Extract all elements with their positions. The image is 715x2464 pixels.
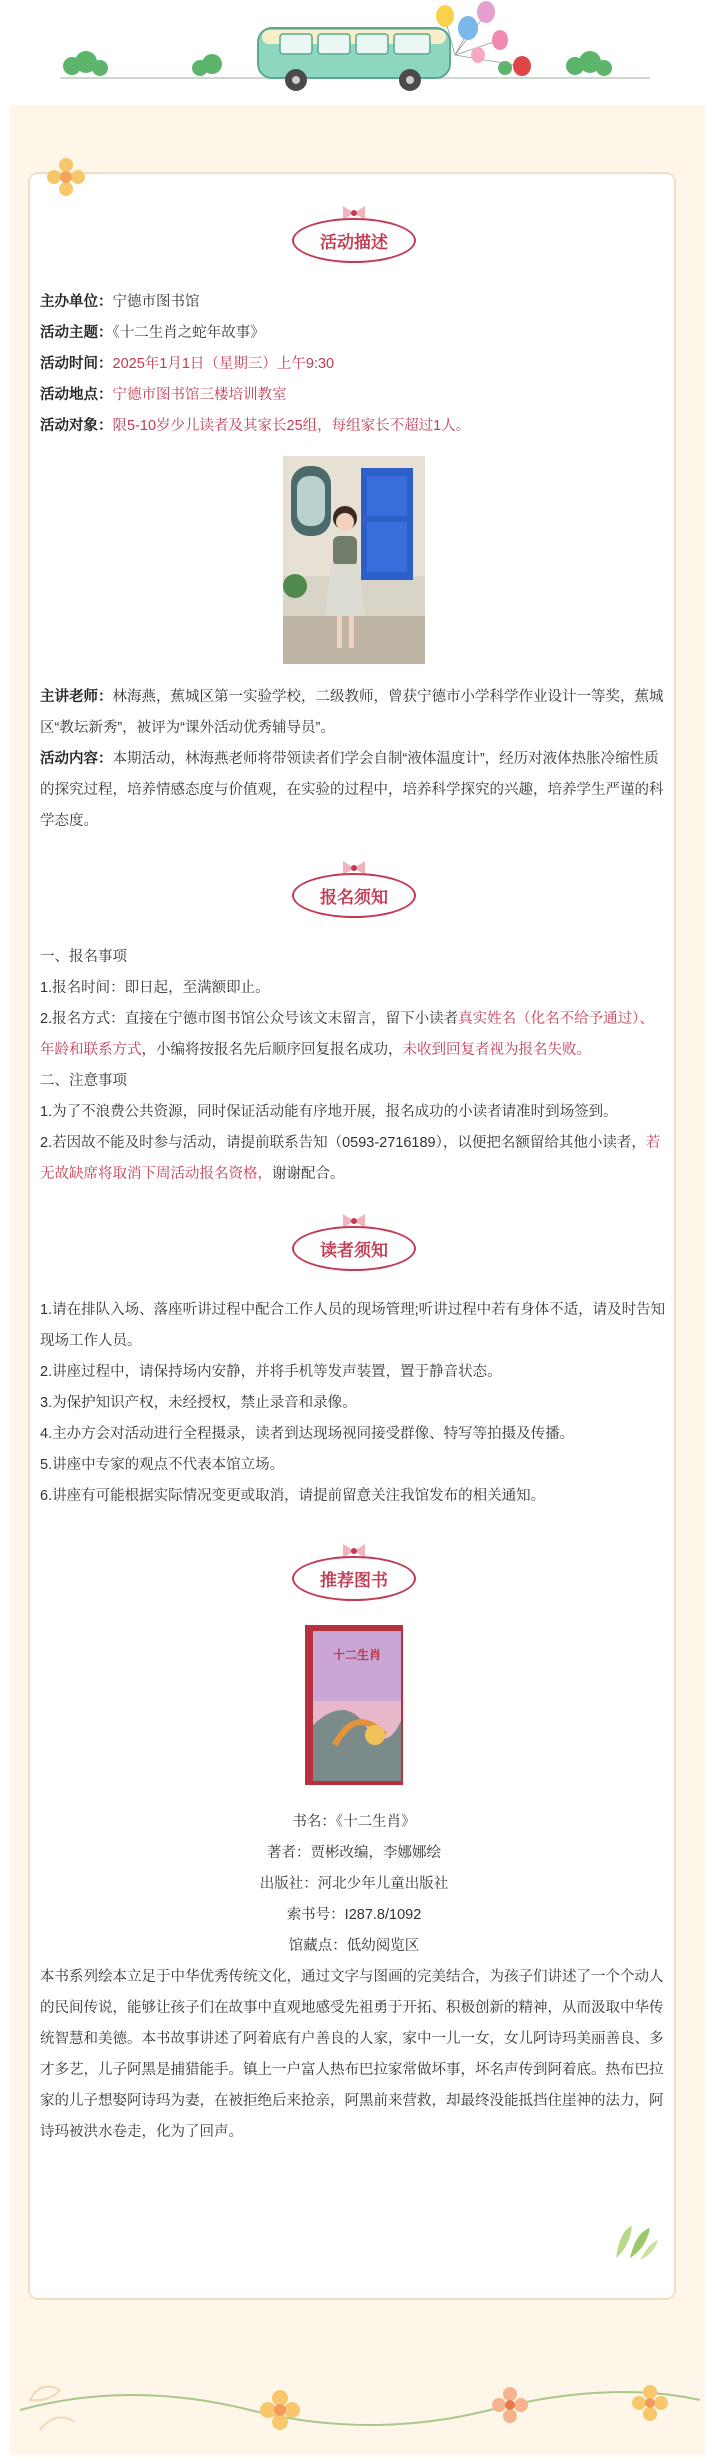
book-section-header — [40, 1556, 668, 1601]
book-cover-title: 十二生肖 — [332, 1648, 382, 1662]
signup-heading-1: 一、报名事项 — [40, 949, 127, 965]
signup-section-header — [40, 873, 668, 918]
reader-item: 6.讲座有可能根据实际情况变更或取消，请提前留意关注我馆发布的相关通知。 — [40, 1488, 546, 1504]
book-cover — [305, 1625, 403, 1785]
signup-title: 报名须知 — [292, 873, 416, 918]
book-description: 本书系列绘本立足于中华优秀传统文化，通过文字与图画的完美结合，为孩子们讲述了一个个动人的民间传说，能够让孩子们在故事中直观地感受先祖勇于开拓、积极创新的精神，从而汲取中华传统智慧和美德。本书故事讲述了阿着底有户善良的人家，家中一儿一女，女儿阿诗玛美丽善良、多才多艺，儿子阿黑是捕猎能手。镇上一户富人热布巴拉家常做坏事，坏名声传到阿着底。热布巴拉家的儿子想娶阿诗玛为妻，在被拒绝后来抢亲，阿黑前来营救，却最终没能抵挡住崖神的法力，阿诗玛被洪水卷走，化为了回声。 — [40, 1969, 664, 2140]
reader-item: 1.请在排队入场、落座听讲过程中配合工作人员的现场管理;听讲过程中若有身体不适，请及时告知现场工作人员。 — [40, 1302, 666, 1349]
reader-item: 3.为保护知识产权，未经授权，禁止录音和录像。 — [40, 1395, 357, 1411]
book-author: 著者：贾彬改编，李娜娜绘 — [267, 1845, 441, 1861]
signup-item-2: 2.报名方式：直接在宁德市图书馆公众号该文末留言，留下小读者真实姓名（化名不给予通过）、年龄和联系方式，小编将按报名先后顺序回复报名成功，未收到回复者视为报名失败。 — [40, 1011, 654, 1058]
book-title: 推荐图书 — [292, 1556, 416, 1601]
place-row: 活动地点：宁德市图书馆三楼培训教室 — [40, 387, 287, 403]
book-name: 书名：《十二生肖》 — [292, 1814, 416, 1830]
activity-section-header — [40, 218, 668, 263]
bus-balloons-illustration — [0, 0, 715, 105]
host-row: 主办单位：宁德市图书馆 — [40, 294, 200, 310]
teacher-photo — [283, 456, 425, 664]
main-content — [40, 182, 668, 2148]
book-call-number: 索书号：I287.8/1092 — [286, 1907, 422, 1923]
signup-note-2: 2.若因故不能及时参与活动，请提前联系告知（0593-2716189），以便把名额留给其他小读者，若无故缺席将取消下周活动报名资格，谢谢配合。 — [40, 1135, 661, 1182]
reader-item: 4.主办方会对活动进行全程摄录，读者到达现场视同接受群像、特写等拍摄及传播。 — [40, 1426, 575, 1442]
bottom-floral-decoration — [10, 2340, 705, 2450]
top-banner — [0, 0, 715, 105]
leaf-decoration — [610, 2220, 660, 2262]
reader-item: 5.讲座中专家的观点不代表本馆立场。 — [40, 1457, 285, 1473]
activity-title: 活动描述 — [292, 218, 416, 263]
reader-title: 读者须知 — [292, 1226, 416, 1271]
signup-item-1: 1.报名时间：即日起，至满额即止。 — [40, 980, 270, 996]
content-row: 活动内容：本期活动，林海燕老师将带领读者们学会自制“液体温度计”，经历对液体热胀冷缩性质的探究过程，培养情感态度与价值观，在实验的过程中，培养科学探究的兴趣，培养学生严谨的科学态度。 — [40, 751, 664, 829]
book-location: 馆藏点：低幼阅览区 — [288, 1938, 420, 1954]
reader-item: 2.讲座过程中，请保持场内安静，并将手机等发声装置，置于静音状态。 — [40, 1364, 502, 1380]
reader-section-header — [40, 1226, 668, 1271]
signup-note-1: 1.为了不浪费公共资源，同时保证活动能有序地开展，报名成功的小读者请准时到场签到。 — [40, 1104, 618, 1120]
signup-heading-2: 二、注意事项 — [40, 1073, 127, 1089]
book-publisher: 出版社：河北少年儿童出版社 — [259, 1876, 449, 1892]
time-row: 活动时间：2025年1月1日（星期三）上午9:30 — [40, 356, 335, 372]
theme-row: 活动主题：《十二生肖之蛇年故事》 — [40, 325, 265, 341]
teacher-row: 主讲老师：林海燕，蕉城区第一实验学校，二级教师，曾获宁德市小学科学作业设计一等奖，蕉城区“教坛新秀”，被评为“课外活动优秀辅导员”。 — [40, 689, 664, 736]
audience-row: 活动对象：限5-10岁少儿读者及其家长25组，每组家长不超过1人。 — [40, 418, 471, 434]
